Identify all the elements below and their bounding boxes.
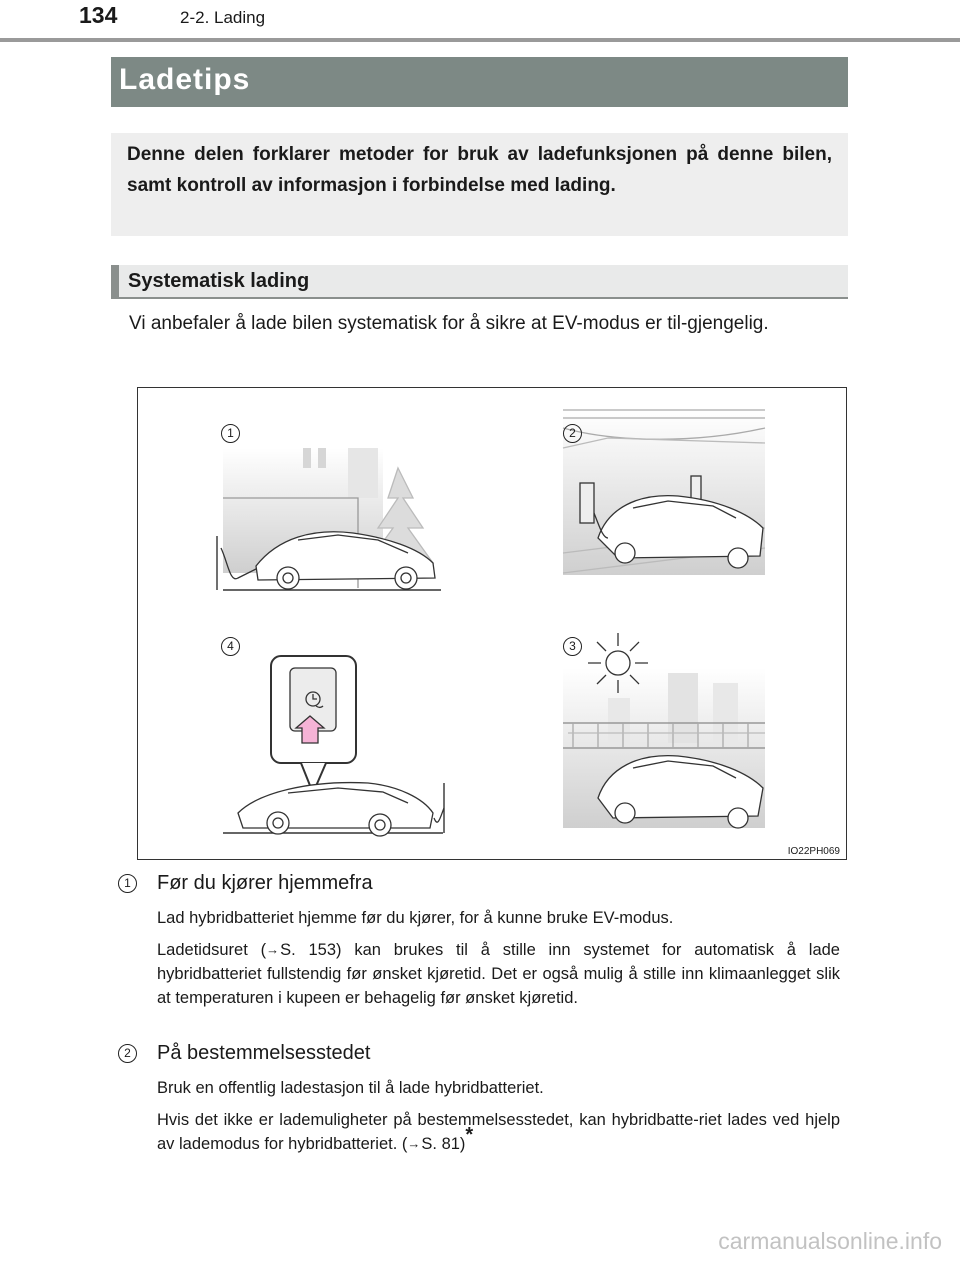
item-2-paragraph-2 bbox=[157, 1108, 840, 1156]
scene-outdoor-parking bbox=[563, 633, 765, 828]
arrow-icon: → bbox=[407, 1136, 421, 1151]
sub-heading-marker bbox=[111, 265, 119, 299]
page-title: Ladetips bbox=[119, 63, 251, 96]
footnote-star: * bbox=[465, 1124, 474, 1146]
page-number: 134 bbox=[79, 2, 118, 28]
figure-code: IO22PH069 bbox=[787, 846, 840, 857]
illustration-figure bbox=[137, 387, 847, 860]
item-heading-2: På bestemmelsesstedet bbox=[157, 1042, 371, 1064]
item-number-1: 1 bbox=[118, 874, 137, 893]
item-1-paragraph-1: Lad hybridbatteriet hjemme før du kjører, for å kunne bruke EV-modus. bbox=[157, 909, 674, 927]
figure-callout-2: 2 bbox=[563, 424, 582, 443]
figure-callout-1: 1 bbox=[221, 424, 240, 443]
item-number-2: 2 bbox=[118, 1044, 137, 1063]
item-1-p2-prefix: Ladetidsuret ( bbox=[157, 941, 267, 959]
lead-paragraph: Vi anbefaler å lade bilen systematisk for å sikre at EV-modus er til-gjengelig. bbox=[129, 313, 769, 334]
watermark: carmanualsonline.info bbox=[718, 1228, 942, 1254]
arrow-icon: → bbox=[266, 942, 280, 957]
header-rule bbox=[0, 38, 960, 42]
title-bar bbox=[111, 57, 848, 107]
sub-heading-text: Systematisk lading bbox=[128, 270, 310, 292]
scene-charging-station bbox=[563, 410, 765, 575]
item-2-p2-prefix: Hvis det ikke er lademuligheter på bestemmelsesstedet, kan hybridbatte-riet lades ved hjelp av lademodus for hybridbatteriet. ( bbox=[157, 1111, 840, 1153]
item-2-p2-rest: S. 81) bbox=[421, 1135, 466, 1153]
scene-home bbox=[217, 448, 441, 590]
scene-timer bbox=[223, 656, 444, 836]
intro-box bbox=[111, 133, 848, 236]
item-1-p2-rest: S. 153) kan brukes til å stille inn systemet for automatisk å lade hybridbatteriet fullstendig før ønsket kjøretid. Det er også mulig å stille inn klimaanlegget slik at temperaturen i kupeen er behagelig før ønsket kjøretid. bbox=[157, 941, 840, 1007]
item-2-paragraph-1: Bruk en offentlig ladestasjon til å lade hybridbatteriet. bbox=[157, 1079, 544, 1097]
sub-heading bbox=[111, 265, 848, 299]
section-label: 2-2. Lading bbox=[180, 8, 266, 27]
figure-callout-3: 3 bbox=[563, 637, 582, 656]
item-heading-1: Før du kjører hjemmefra bbox=[157, 872, 373, 894]
figure-callout-4: 4 bbox=[221, 637, 240, 656]
item-1-paragraph-2 bbox=[157, 938, 840, 1010]
intro-text: Denne delen forklarer metoder for bruk av ladefunksjonen på denne bilen, samt kontroll av informasjon i forbindelse med lading. bbox=[127, 144, 832, 196]
charging-scenes-illustration bbox=[138, 388, 845, 858]
